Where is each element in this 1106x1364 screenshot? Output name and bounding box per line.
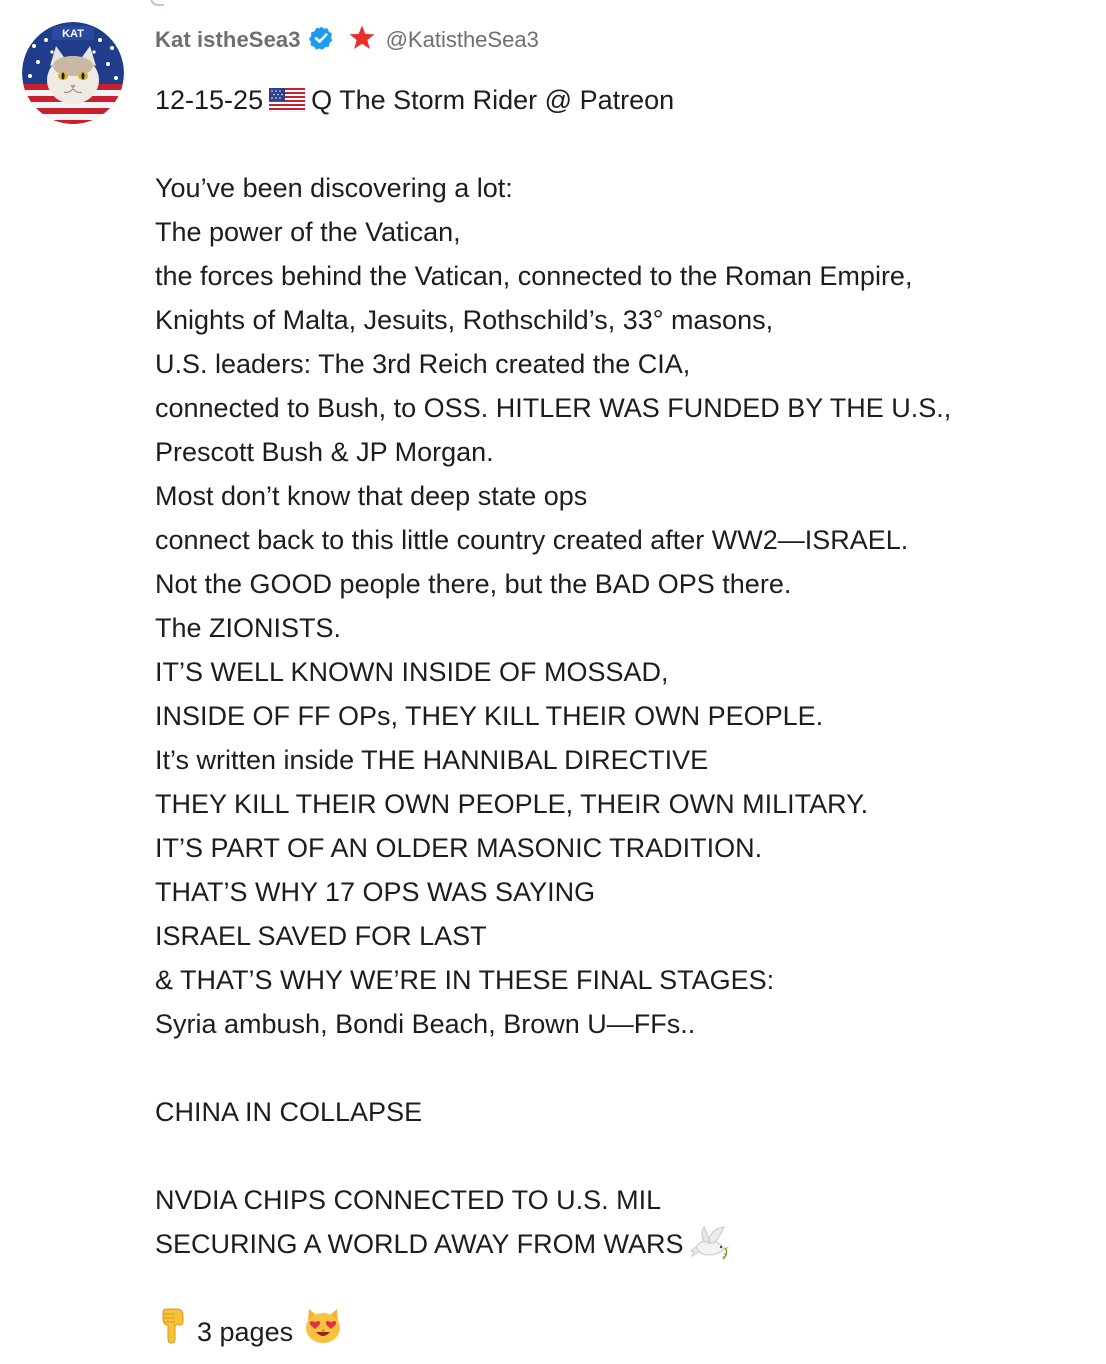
body-line: The ZIONISTS. bbox=[155, 613, 342, 643]
display-name[interactable]: Kat istheSea3 bbox=[155, 27, 301, 52]
china-line: CHINA IN COLLAPSE bbox=[155, 1097, 423, 1127]
avatar-text: KAT bbox=[62, 28, 84, 40]
body-line: IT’S WELL KNOWN INSIDE OF MOSSAD, bbox=[155, 657, 669, 687]
post-header bbox=[155, 24, 539, 56]
post-title: Q The Storm Rider @ Patreon bbox=[311, 85, 675, 115]
body-line: connected to Bush, to OSS. HITLER WAS FUNDED BY THE U.S., bbox=[155, 393, 952, 423]
blank-line bbox=[155, 1266, 1085, 1310]
body-line: ISRAEL SAVED FOR LAST bbox=[155, 921, 487, 951]
body-line: INSIDE OF FF OPs, THEY KILL THEIR OWN PEOPLE. bbox=[155, 701, 824, 731]
dove-icon bbox=[690, 1225, 730, 1274]
us-flag-icon bbox=[269, 81, 305, 125]
body-line: connect back to this little country created after WW2—ISRAEL. bbox=[155, 525, 909, 555]
body-line: The power of the Vatican, bbox=[155, 217, 461, 247]
body-line: It’s written inside THE HANNIBAL DIRECTIVE bbox=[155, 745, 709, 775]
body-line: Most don’t know that deep state ops bbox=[155, 481, 588, 511]
pointing-down-hand-icon bbox=[155, 1308, 187, 1357]
heart-eyes-cat-icon bbox=[303, 1307, 343, 1358]
body-line: the forces behind the Vatican, connected to the Roman Empire, bbox=[155, 261, 913, 291]
body-line: U.S. leaders: The 3rd Reich created the CIA, bbox=[155, 349, 691, 379]
securing-line bbox=[155, 1222, 1085, 1266]
body-line: Knights of Malta, Jesuits, Rothschild’s, 33° masons, bbox=[155, 305, 774, 335]
body-line: IT’S PART OF AN OLDER MASONIC TRADITION. bbox=[155, 833, 763, 863]
blank-line bbox=[155, 1134, 1085, 1178]
body-line: Not the GOOD people there, but the BAD OPS there. bbox=[155, 569, 792, 599]
blank-line bbox=[155, 122, 1085, 166]
body-line: THEY KILL THEIR OWN PEOPLE, THEIR OWN MILITARY. bbox=[155, 789, 869, 819]
star-icon bbox=[334, 24, 376, 57]
body-line: Syria ambush, Bondi Beach, Brown U—FFs.. bbox=[155, 1009, 696, 1039]
user-handle[interactable]: @KatistheSea3 bbox=[385, 27, 539, 52]
reply-thread-line bbox=[150, 0, 164, 6]
body-line: & THAT’S WHY WE’RE IN THESE FINAL STAGES: bbox=[155, 965, 775, 995]
post-body bbox=[155, 78, 1085, 1354]
body-line: Prescott Bush & JP Morgan. bbox=[155, 437, 494, 467]
blank-line bbox=[155, 1046, 1085, 1090]
body-line: THAT’S WHY 17 OPS WAS SAYING bbox=[155, 877, 596, 907]
pages-count: 3 pages bbox=[197, 1317, 294, 1347]
avatar[interactable] bbox=[22, 22, 124, 124]
pages-line bbox=[155, 1310, 1085, 1354]
body-line: You’ve been discovering a lot: bbox=[155, 173, 513, 203]
date-line bbox=[155, 78, 1085, 122]
securing-text: SECURING A WORLD AWAY FROM WARS bbox=[155, 1229, 684, 1259]
nvdia-line: NVDIA CHIPS CONNECTED TO U.S. MIL bbox=[155, 1185, 662, 1215]
post-date: 12-15-25 bbox=[155, 85, 264, 115]
verified-badge-icon bbox=[301, 25, 334, 56]
